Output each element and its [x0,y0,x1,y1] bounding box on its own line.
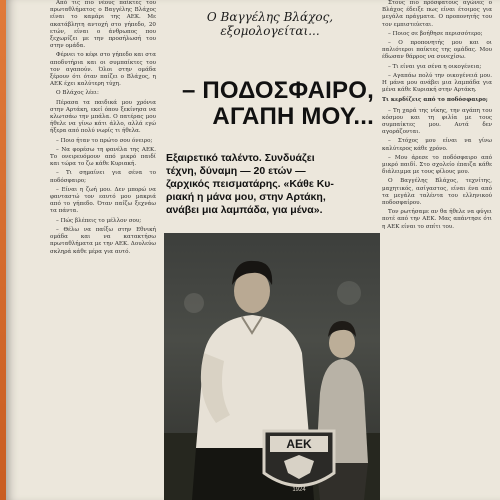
kicker-line: Ο Βαγγέλης Βλάχος, [206,10,334,24]
magazine-page [6,0,500,500]
paragraph: – Αγαπάω πολύ την οικογένειά μου. Η μάνα μου ανάβει μια λαμπάδα για μένα κάθε Κυριακή στην Αρτάκη. [382,72,492,94]
paragraph: – Τι είναι για σένα η οικογένεια; [388,63,482,70]
photo-illustration [164,233,380,500]
paragraph: Στους πιο πρόσφατους αγώνες ο Βλάχος έδειξε πως είναι έτοιμος για μεγάλα πράγματα. Ο προπονητής του τον εμπιστεύεται. [382,0,492,28]
paragraph: Φέρνει το κέφι στο γήπεδο και στα αποδυτήρια και οι συμπαίκτες του τον αγαπούν. Όλοι στην ομάδα ξέρουν ότι όταν παίζει ο Βλάχος, η ΑΕΚ έχει καλύτερη τύχη. [50,52,156,88]
paragraph: – Τι σημαίνει για σένα το ποδόσφαιρο; [50,170,156,184]
paragraph: Από τις πιο νέους παίκτες του πρωταθλήματος ο Βαγγέλης Βλάχος είναι το καμάρι της ΑΕΚ. Με ακατάβλητη αντοχή στο γήπεδο, 20 ετών, είναι ο άνθρωπος που ξεχωρίζει με την προσήλωσή του στην ομάδα. [50,0,156,50]
paragraph: Τον ρωτήσαμε αν θα ήθελε να φύγει ποτέ από την ΑΕΚ. Μας απάντησε ότι η ΑΕΚ είναι το σπίτι του. [382,209,492,230]
paragraph: – Ποιο ήταν το πρώτο σου όνειρο; [56,137,153,144]
paragraph: Πέρασα τα παιδικά μου χρόνια στην Αρτάκη, εκεί όπου ξεκίνησα να κλωτσάω την μπάλα. Ο πατέρας μου ήθελε να γίνω κάτι άλλο, αλλά εγώ ήξερα από πολύ νωρίς τι ήθελα. [50,99,156,135]
left-text-column [50,0,156,500]
lede [166,152,378,217]
headline-line: – ΠΟΔΟΣΦΑΙΡΟ, [181,77,374,104]
lede-line: ζαρχικός πεισματάρης. «Κάθε Κυ- [166,178,334,190]
paragraph: – Ο προπονητής μου και οι παλιότεροι παίκτες της ομάδας. Μου έδωσαν θάρρος να συνεχίσω. [382,40,492,61]
paragraph: – Ποιος σε βοήθησε περισσότερο; [388,30,483,37]
headline [166,78,374,130]
lede-line: Εξαιρετικό ταλέντο. Συνδυάζει [166,152,315,164]
light-blur [184,293,204,313]
kicker [166,10,374,38]
paragraph: – Μου άρεσε το ποδόσφαιρο από μικρό παιδί. Στο σχολείο έπαιζα κάθε διάλειμμα με τους φίλους μου. [382,154,492,176]
paragraph: Ο Βαγγέλης Βλάχος, τεχνίτης, μαχητικός, ασίγαστος, είναι ένα από τα μεγάλα ταλέντα του ελληνικού ποδοσφαίρου. [382,178,492,207]
lede-line: τέχνη, δύναμη — 20 ετών — [166,165,306,177]
section-subhead: Τι κερδίζεις από το ποδόσφαιρο; [382,97,488,104]
crest-year: 1924 [292,487,306,493]
lede-line: ριακή η μάνα μου, στην Αρτάκη, [166,191,326,203]
headline-line: ΑΓΑΠΗ ΜΟΥ... [212,103,374,130]
paragraph: – Πώς βλέπεις το μέλλον σου; [56,217,142,224]
crest-text: ΑΕΚ [286,437,312,451]
paragraph: – Στόχος μου είναι να γίνω καλύτερος κάθε χρόνο. [382,138,492,152]
paragraph: – Να φορέσω τη φανέλα της ΑΕΚ. Το ονειρευόμουν από μικρό παιδί και τώρα το ζω κάθε Κυριακή. [50,146,156,168]
kicker-line: εξομολογείται... [220,24,320,38]
player-photo [164,233,380,500]
paragraph: Ο Βλάχος λέει: [56,90,99,97]
right-text-column [382,0,492,500]
lede-line: ανάβει μια λαμπάδα, για μένα». [166,204,323,216]
paragraph: – Τη χαρά της νίκης, την αγάπη του κόσμου και τη φιλία με τους συμπαίκτες μου. Αυτά δεν αγοράζονται. [382,107,492,136]
light-blur [337,281,361,305]
paragraph: – Είναι η ζωή μου. Δεν μπορώ να φανταστώ τον εαυτό μου μακριά από το γήπεδο. Όταν παίζω ξεχνάω τα πάντα. [50,186,156,215]
paragraph: – Θέλω να παίξω στην Εθνική ομάδα και να κατακτήσω πρωταθλήματα με την ΑΕΚ. Δουλεύω σκληρά κάθε μέρα για αυτό. [50,226,156,255]
headline-block [166,10,374,130]
